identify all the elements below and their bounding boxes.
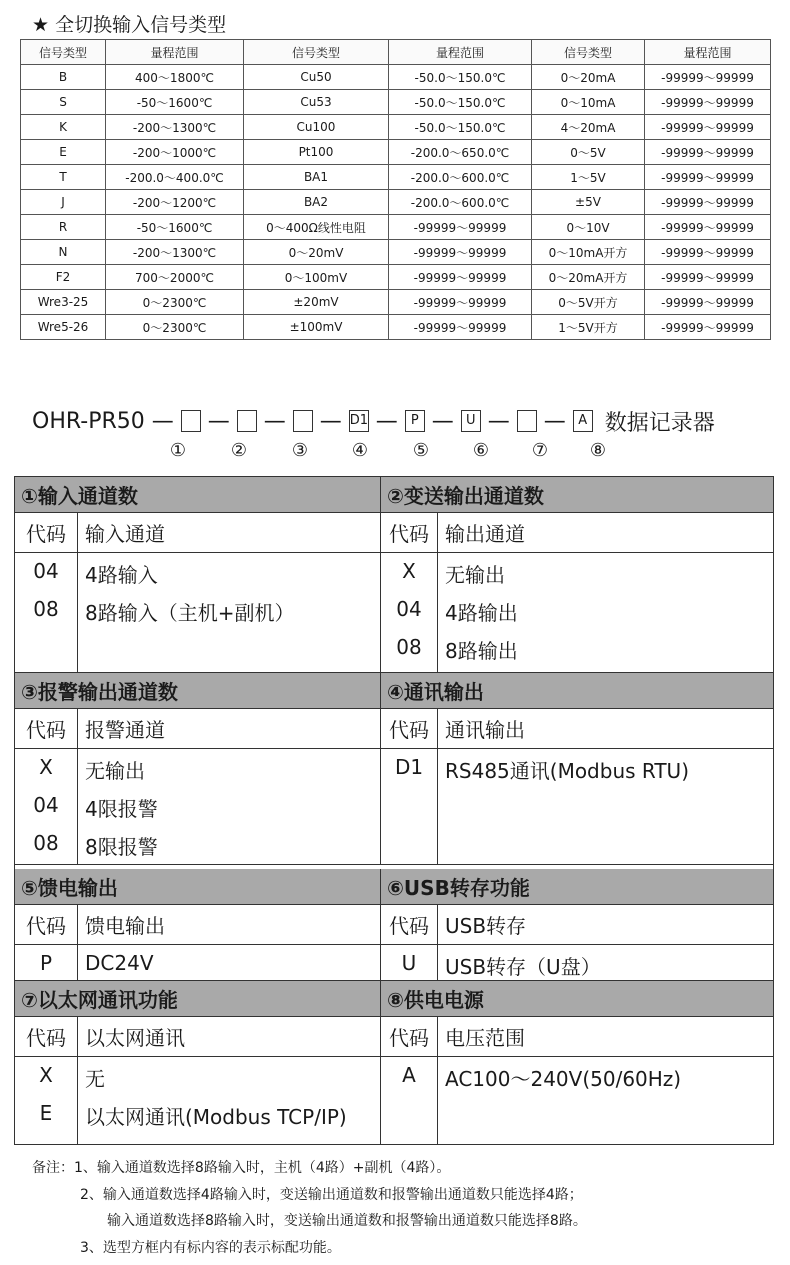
table-cell: K	[21, 115, 106, 140]
table-cell: -99999～99999	[645, 90, 771, 115]
table-cell: -99999～99999	[645, 315, 771, 340]
table-header-row	[21, 40, 771, 65]
table-cell: -200.0～400.0℃	[106, 165, 244, 190]
option-description: 8路输出	[445, 639, 518, 663]
note-2-continued: 输入通道数选择8路输入时，变送输出通道数和报警输出通道数只能选择8路。	[107, 1213, 587, 1229]
table-cell: 0～10mA开方	[532, 240, 645, 265]
option-code: P	[39, 951, 53, 975]
option-panel-7	[15, 981, 381, 1144]
option-number-4: ④	[351, 440, 369, 461]
table-cell: 0～10V	[532, 215, 645, 240]
table-row	[21, 190, 771, 215]
panel-title: ⑧供电电源	[381, 981, 773, 1017]
description-column-header: USB转存	[445, 914, 527, 938]
table-cell: -50～1600℃	[106, 90, 244, 115]
panel-subheader	[15, 905, 380, 945]
code-column-header: 代码	[26, 914, 66, 938]
model-dash: —	[431, 408, 454, 434]
description-column-header: 报警通道	[85, 718, 165, 742]
table-cell: ±5V	[532, 190, 645, 215]
option-code: E	[39, 1101, 53, 1125]
model-dash: —	[151, 408, 174, 434]
description-column-header: 电压范围	[445, 1026, 525, 1050]
table-row	[21, 215, 771, 240]
panel-title: ③报警输出通道数	[15, 673, 380, 709]
model-option-box-3	[293, 410, 313, 432]
table-cell: T	[21, 165, 106, 190]
column-divider	[77, 709, 78, 864]
option-code: U	[401, 951, 417, 975]
table-cell: -99999～99999	[645, 265, 771, 290]
table-cell: 0～2300℃	[106, 315, 244, 340]
option-number-2: ②	[230, 440, 248, 461]
panel-title: ④通讯输出	[381, 673, 773, 709]
column-divider	[437, 905, 438, 980]
table-row	[21, 290, 771, 315]
column-header: 量程范围	[106, 40, 244, 65]
table-cell: -200～1300℃	[106, 240, 244, 265]
column-divider	[77, 513, 78, 672]
option-code: 08	[33, 597, 59, 621]
table-cell: 700～2000℃	[106, 265, 244, 290]
option-description: AC100～240V(50/60Hz)	[445, 1067, 682, 1091]
panel-title: ②变送输出通道数	[381, 477, 773, 513]
table-cell: Pt100	[244, 140, 389, 165]
option-panel-2	[381, 477, 773, 673]
column-divider	[77, 1017, 78, 1144]
description-column-header: 输入通道	[85, 522, 165, 546]
table-row	[21, 165, 771, 190]
table-cell: -99999～99999	[645, 140, 771, 165]
model-dash: —	[487, 408, 510, 434]
code-column-header: 代码	[26, 718, 66, 742]
option-description: 以太网通讯(Modbus TCP/IP)	[85, 1105, 347, 1129]
table-cell: BA1	[244, 165, 389, 190]
code-column-header: 代码	[26, 1026, 66, 1050]
model-option-box-1	[181, 410, 201, 432]
table-cell: -200.0～600.0℃	[389, 190, 532, 215]
table-cell: -99999～99999	[645, 65, 771, 90]
page-title: ★ 全切换输入信号类型	[32, 14, 227, 36]
option-code: 08	[33, 831, 59, 855]
description-column-header: 通讯输出	[445, 718, 525, 742]
panel-subheader	[381, 905, 773, 945]
table-row	[21, 140, 771, 165]
model-suffix: 数据记录器	[604, 410, 715, 436]
option-number-8: ⑧	[589, 440, 607, 461]
column-header: 量程范围	[645, 40, 771, 65]
option-number-5: ⑤	[412, 440, 430, 461]
description-column-header: 以太网通讯	[85, 1026, 185, 1050]
table-cell: -99999～99999	[645, 290, 771, 315]
table-cell: Cu50	[244, 65, 389, 90]
option-description: USB转存（U盘）	[445, 955, 601, 979]
option-description: 4路输出	[445, 601, 518, 625]
table-row	[21, 315, 771, 340]
table-cell: 1～5V	[532, 165, 645, 190]
model-dash: —	[375, 408, 398, 434]
table-cell: Wre3-25	[21, 290, 106, 315]
model-option-box-7	[517, 410, 537, 432]
table-cell: 0～5V开方	[532, 290, 645, 315]
description-column-header: 输出通道	[445, 522, 525, 546]
model-dash: —	[207, 408, 230, 434]
table-cell: R	[21, 215, 106, 240]
table-cell: -99999～99999	[389, 290, 532, 315]
model-option-box-6: U	[461, 410, 481, 432]
option-panel-8	[381, 981, 773, 1144]
panel-subheader	[15, 709, 380, 749]
model-option-box-2	[237, 410, 257, 432]
option-code: 04	[33, 793, 59, 817]
option-code: A	[402, 1063, 416, 1087]
table-cell: 0～5V	[532, 140, 645, 165]
panel-subheader	[15, 1017, 380, 1057]
code-column-header: 代码	[389, 718, 429, 742]
column-divider	[77, 905, 78, 980]
option-panel-4	[381, 673, 773, 865]
option-description: 4限报警	[85, 797, 158, 821]
table-row	[21, 265, 771, 290]
panel-subheader	[15, 513, 380, 553]
option-number-7: ⑦	[531, 440, 549, 461]
column-header: 信号类型	[244, 40, 389, 65]
model-dash: —	[319, 408, 342, 434]
option-grid	[14, 476, 774, 1145]
model-prefix: OHR-PR50	[32, 408, 145, 434]
column-header: 信号类型	[21, 40, 106, 65]
note-2: 2、输入通道数选择4路输入时，变送输出通道数和报警输出通道数只能选择4路；	[80, 1187, 583, 1203]
option-code: X	[39, 1063, 53, 1087]
option-description: 4路输入	[85, 563, 158, 587]
model-code-line	[32, 405, 715, 437]
table-cell: F2	[21, 265, 106, 290]
option-description: 无输出	[85, 759, 145, 783]
column-divider	[437, 1017, 438, 1144]
option-code: 04	[396, 597, 422, 621]
column-header: 量程范围	[389, 40, 532, 65]
option-number-1: ①	[169, 440, 187, 461]
panel-subheader	[381, 513, 773, 553]
model-dash: —	[263, 408, 286, 434]
table-cell: -99999～99999	[389, 240, 532, 265]
table-cell: -99999～99999	[645, 240, 771, 265]
panel-title: ⑦以太网通讯功能	[15, 981, 380, 1017]
option-panel-6	[381, 869, 773, 981]
table-cell: -200～1300℃	[106, 115, 244, 140]
table-cell: BA2	[244, 190, 389, 215]
code-column-header: 代码	[389, 522, 429, 546]
panel-title: ①输入通道数	[15, 477, 380, 513]
table-cell: ±100mV	[244, 315, 389, 340]
column-divider	[437, 709, 438, 864]
table-cell: 0～20mA开方	[532, 265, 645, 290]
code-column-header: 代码	[389, 1026, 429, 1050]
option-code: D1	[394, 755, 424, 779]
option-description: 8路输入（主机+副机）	[85, 601, 295, 625]
table-cell: 0～2300℃	[106, 290, 244, 315]
model-dash: —	[543, 408, 566, 434]
table-cell: B	[21, 65, 106, 90]
signal-type-table	[20, 39, 771, 340]
option-code: 08	[396, 635, 422, 659]
table-cell: Cu53	[244, 90, 389, 115]
table-cell: 400～1800℃	[106, 65, 244, 90]
table-cell: -99999～99999	[645, 190, 771, 215]
column-divider	[437, 513, 438, 672]
code-column-header: 代码	[389, 914, 429, 938]
option-description: DC24V	[85, 951, 154, 975]
option-description: 无	[85, 1067, 105, 1091]
column-header: 信号类型	[532, 40, 645, 65]
table-cell: N	[21, 240, 106, 265]
table-row	[21, 65, 771, 90]
table-cell: -200～1200℃	[106, 190, 244, 215]
panel-subheader	[381, 1017, 773, 1057]
model-option-box-5: P	[405, 410, 425, 432]
option-description: RS485通讯(Modbus RTU)	[445, 759, 690, 783]
table-cell: -50.0～150.0℃	[389, 90, 532, 115]
option-description: 8限报警	[85, 835, 158, 859]
option-panel-1	[15, 477, 381, 673]
table-cell: -50.0～150.0℃	[389, 65, 532, 90]
table-cell: Cu100	[244, 115, 389, 140]
table-cell: -99999～99999	[645, 165, 771, 190]
description-column-header: 馈电输出	[85, 914, 165, 938]
table-cell: -99999～99999	[645, 215, 771, 240]
panel-title: ⑥USB转存功能	[381, 869, 773, 905]
panel-subheader	[381, 709, 773, 749]
table-cell: -200.0～650.0℃	[389, 140, 532, 165]
option-number-3: ③	[291, 440, 309, 461]
table-cell: ±20mV	[244, 290, 389, 315]
table-cell: E	[21, 140, 106, 165]
table-cell: 1～5V开方	[532, 315, 645, 340]
table-cell: 0～400Ω线性电阻	[244, 215, 389, 240]
note-1: 备注：1、输入通道数选择8路输入时，主机（4路）+副机（4路）。	[32, 1160, 451, 1176]
table-cell: -99999～99999	[389, 315, 532, 340]
option-panel-3	[15, 673, 381, 865]
table-cell: J	[21, 190, 106, 215]
table-cell: -200～1000℃	[106, 140, 244, 165]
table-cell: S	[21, 90, 106, 115]
panel-title: ⑤馈电输出	[15, 869, 380, 905]
table-cell: -200.0～600.0℃	[389, 165, 532, 190]
table-row	[21, 90, 771, 115]
note-3: 3、选型方框内有标内容的表示标配功能。	[80, 1240, 341, 1256]
table-cell: 4～20mA	[532, 115, 645, 140]
table-cell: 0～100mV	[244, 265, 389, 290]
table-cell: -99999～99999	[645, 115, 771, 140]
model-option-box-8: A	[573, 410, 593, 432]
option-code: X	[39, 755, 53, 779]
option-description: 无输出	[445, 563, 505, 587]
table-cell: -50.0～150.0℃	[389, 115, 532, 140]
code-column-header: 代码	[26, 522, 66, 546]
option-number-6: ⑥	[472, 440, 490, 461]
table-row	[21, 115, 771, 140]
table-cell: Wre5-26	[21, 315, 106, 340]
table-cell: -50～1600℃	[106, 215, 244, 240]
model-option-box-4: D1	[349, 410, 369, 432]
option-code: 04	[33, 559, 59, 583]
table-cell: 0～20mV	[244, 240, 389, 265]
table-cell: 0～10mA	[532, 90, 645, 115]
option-panel-5	[15, 869, 381, 981]
table-cell: -99999～99999	[389, 215, 532, 240]
table-cell: -99999～99999	[389, 265, 532, 290]
option-code: X	[402, 559, 416, 583]
table-cell: 0～20mA	[532, 65, 645, 90]
table-row	[21, 240, 771, 265]
